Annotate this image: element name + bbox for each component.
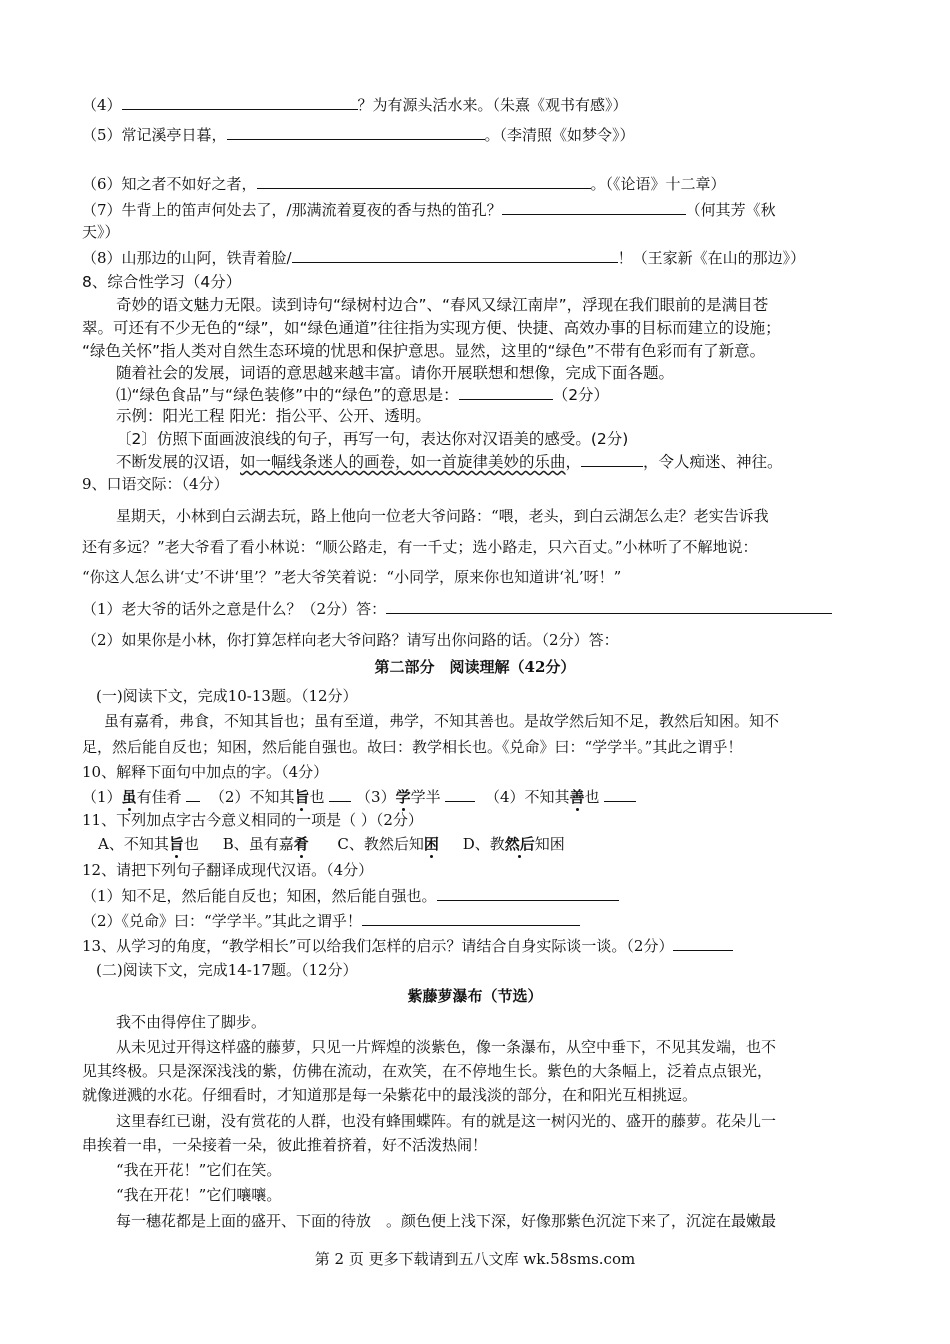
- q12-1-answer-blank[interactable]: [437, 885, 619, 901]
- q11-heading: 11、下列加点字古今意义相同的一项是（ ）（2分）: [82, 811, 423, 829]
- q5-line: （5）常记溪亭日暮， 。（李清照《如梦令》）: [82, 126, 635, 144]
- page-footer: 第 2 页 更多下载请到五八文库 wk.58sms.com: [314, 1250, 636, 1268]
- passage-line: 串挨着一串，一朵接着一朵，彼此推着挤着，好不活泼热闹！: [82, 1136, 488, 1154]
- s9-paragraph-line: 星期天，小林到白云湖去玩，路上他向一位老大爷问路：“喂，老头，到白云湖怎么走？老实告诉我: [116, 507, 769, 525]
- s8-paragraph-line: 奇妙的语文魅力无限。读到诗句“绿树村边合”、“春风又绿江南岸”，浮现在我们眼前的是满目苍: [116, 296, 769, 314]
- s8-example: 示例：阳光工程 阳光：指公平、公开、透明。: [116, 407, 431, 425]
- option-d[interactable]: D、教然后知困: [462, 835, 565, 853]
- passage-line: 从未见过开得这样盛的藤萝，只见一片辉煌的淡紫色，像一条瀑布，从空中垂下，不见其发端，也不: [116, 1038, 777, 1056]
- passage-line: 每一穗花都是上面的盛开、下面的待放 。颜色便上浅下深，好像那紫色沉淀下来了，沉淀在最嫩最: [116, 1212, 777, 1230]
- passage-line: 见其终极。只是深深浅浅的紫，仿佛在流动，在欢笑，在不停地生长。紫色的大条幅上，泛着点点银光，: [82, 1062, 773, 1080]
- q13-line: 13、从学习的角度，“教学相长”可以给我们怎样的启示？请结合自身实际谈一谈。（2分）: [82, 935, 733, 956]
- q10-4-blank[interactable]: [604, 786, 636, 802]
- q4-answer-blank[interactable]: [122, 94, 358, 110]
- s9-q1-answer-blank[interactable]: [386, 598, 832, 614]
- passage-line: “我在开花！”它们在笑。: [116, 1161, 282, 1179]
- s8-paragraph-line: “绿色关怀”指人类对自然生态环境的忧思和保护意思。显然，这里的“绿色”不带有色彩而有了新意。: [82, 342, 766, 360]
- classical-text-line: 虽有嘉肴，弗食，不知其旨也；虽有至道，弗学，不知其善也。是故学然后知不足，教然后知困。知不: [104, 712, 780, 730]
- s9-q2-line: （2）如果你是小林，你打算怎样向老大爷问路？请写出你问路的话。（2分）答：: [82, 631, 619, 649]
- passage-line: “我在开花！”它们嚷嚷。: [116, 1186, 282, 1204]
- section-8-heading: 8、综合性学习（4分）: [82, 273, 242, 291]
- wavy-underlined-phrase: 如一幅线条迷人的画卷，如一首旋律美妙的乐曲: [240, 453, 566, 471]
- reading-2-intro: (二)阅读下文，完成14-17题。（12分）: [96, 961, 358, 979]
- q6-answer-blank[interactable]: [257, 173, 591, 189]
- q11-options: [98, 834, 565, 854]
- q8-line: （8）山那边的山阿，铁青着脸/ ！（王家新《在山的那边》）: [82, 249, 806, 267]
- part-2-title: 第二部分 阅读理解（42分）: [374, 658, 576, 676]
- option-c[interactable]: C、教然后知困: [337, 835, 439, 853]
- s8-q2-sentence: 不断发展的汉语，如一幅线条迷人的画卷，如一首旋律美妙的乐曲， ，令人痴迷、神往。: [116, 453, 783, 471]
- option-a[interactable]: A、不知其旨也: [98, 835, 199, 853]
- s9-q1-line: （1）老大爷的话外之意是什么？（2分）答：: [82, 598, 832, 619]
- s8-q2-line: 〔2〕仿照下面画波浪线的句子，再写一句，表达你对汉语美的感受。(2分): [116, 430, 629, 448]
- classical-text-line: 足，然后能自反也；知困，然后能自强也。故曰：教学相长也。《兑命》曰：“学学半。”其此之谓乎！: [82, 738, 743, 756]
- s8-paragraph-line: 随着社会的发展，词语的意思越来越丰富。请你开展联想和想像，完成下面各题。: [116, 364, 675, 382]
- reading-1-intro: (一)阅读下文，完成10-13题。（12分）: [96, 687, 358, 705]
- q12-heading: 12、请把下列句子翻译成现代汉语。（4分）: [82, 861, 374, 879]
- passage-line: 这里春红已谢，没有赏花的人群，也没有蜂围蝶阵。有的就是这一树闪光的、盛开的藤萝。花朵儿一: [116, 1112, 777, 1130]
- passage-line: 就像迸溅的水花。仔细看时，才知道那是每一朵紫花中的最浅淡的部分，在和阳光互相挑逗。: [82, 1086, 698, 1104]
- q12-1-line: （1）知不足，然后能自反也；知困，然后能自强也。: [82, 885, 619, 906]
- s8-q1-line: ⑴“绿色食品”与“绿色装修”中的“绿色”的意思是： （2分）: [116, 386, 610, 404]
- q10-items: （1）虽有佳肴 （2）不知其旨也 （3）学学半 （4）不知其善也: [82, 786, 636, 807]
- q7-line: （7）牛背上的笛声何处去了，/那满流着夏夜的香与热的笛孔？ （何其芳《秋: [82, 201, 776, 219]
- q13-answer-blank[interactable]: [673, 935, 733, 951]
- s8-q2-answer-blank[interactable]: [581, 451, 643, 467]
- q5-answer-blank[interactable]: [227, 124, 485, 140]
- q10-heading: 10、解释下面句中加点的字。（4分）: [82, 763, 329, 781]
- q8-answer-blank[interactable]: [292, 247, 618, 263]
- q10-1-blank[interactable]: [186, 786, 200, 802]
- s9-paragraph-line: 还有多远？”老大爷看了看小林说：“顺公路走，有一千丈；选小路走，只六百丈。”小林听了不解地说：: [82, 538, 758, 556]
- reading-2-title: 紫藤萝瀑布（节选）: [407, 987, 543, 1005]
- q12-2-answer-blank[interactable]: [362, 910, 580, 926]
- passage-line: 我不由得停住了脚步。: [116, 1013, 267, 1031]
- q7-line-2: 天》）: [82, 223, 120, 241]
- q4-line: （4） ？为有源头活水来。（朱熹《观书有感》）: [82, 96, 628, 114]
- q12-2-line: （2）《兑命》曰：“学学半。”其此之谓乎！: [82, 910, 580, 931]
- q10-3-blank[interactable]: [445, 786, 475, 802]
- q7-answer-blank[interactable]: [502, 199, 686, 215]
- q10-2-blank[interactable]: [329, 786, 351, 802]
- q6-line: （6）知之者不如好之者， 。（《论语》十二章）: [82, 175, 726, 193]
- s9-paragraph-line: “你这人怎么讲‘丈’不讲‘里’？”老大爷笑着说：“小同学，原来你也知道讲‘礼’呀！”: [82, 568, 622, 586]
- option-b[interactable]: B、虽有嘉肴: [222, 835, 309, 853]
- s8-paragraph-line: 翠。可还有不少无色的“绿”，如“绿色通道”往往指为实现方便、快捷、高效办事的目标而建立的设施；: [82, 319, 781, 337]
- section-9-heading: 9、口语交际：（4分）: [82, 475, 229, 493]
- s8-q1-answer-blank[interactable]: [459, 384, 553, 400]
